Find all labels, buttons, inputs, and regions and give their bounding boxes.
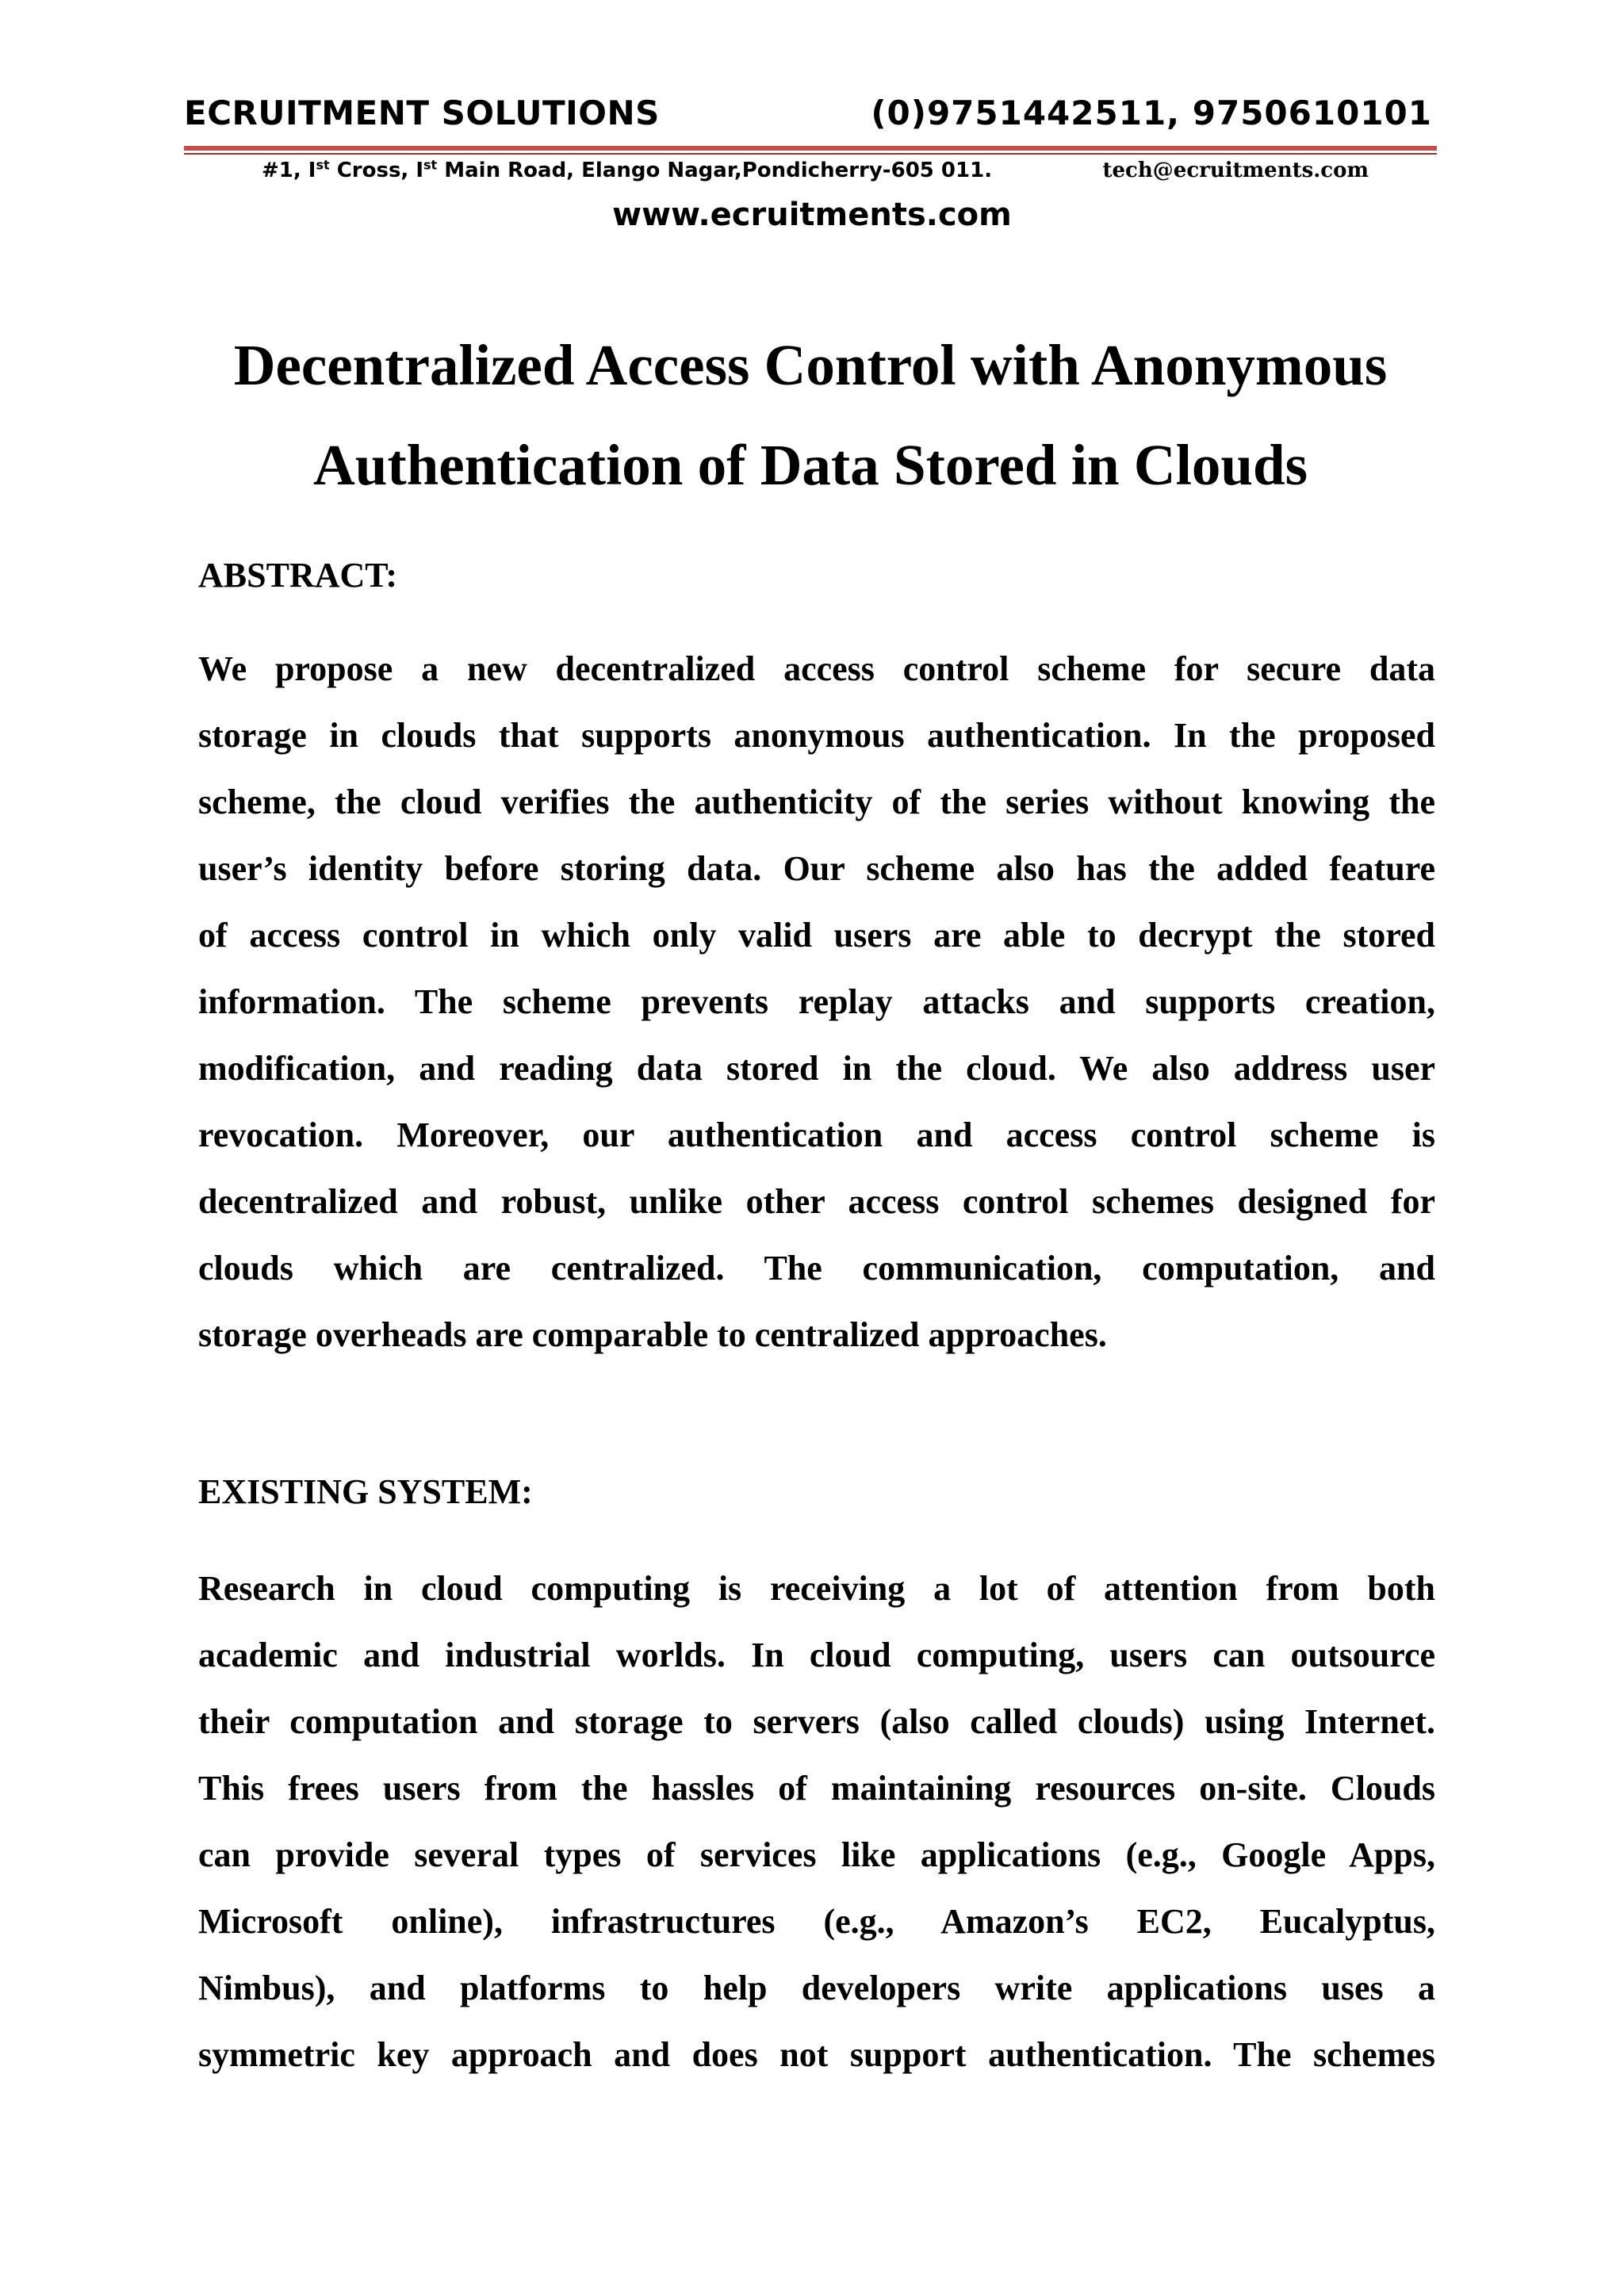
address-part: Main Road, Elango Nagar,Pondicherry-605 011.: [437, 159, 993, 182]
document-title: [184, 316, 1437, 515]
paragraph-line: revocation. Moreover, our authentication and access control scheme is: [198, 1115, 1435, 1154]
paragraph-line: This frees users from the hassles of maintaining resources on-site. Clouds: [198, 1769, 1435, 1808]
paragraph-line: decentralized and robust, unlike other access control schemes designed for: [198, 1182, 1435, 1221]
paragraph-line: storage in clouds that supports anonymous authentication. In the proposed: [198, 716, 1435, 755]
paragraph-line: scheme, the cloud verifies the authenticity of the series without knowing the: [198, 783, 1435, 821]
paragraph-line: can provide several types of services like applications (e.g., Google Apps,: [198, 1835, 1435, 1874]
paragraph-line: Research in cloud computing is receiving a lot of attention from both: [198, 1569, 1435, 1608]
paragraph-line: of access control in which only valid users are able to decrypt the stored: [198, 916, 1435, 955]
address-superscript: st: [423, 157, 438, 173]
existing-system-paragraph: [198, 1556, 1435, 2088]
paragraph-line: information. The scheme prevents replay attacks and supports creation,: [198, 982, 1435, 1021]
abstract-heading: ABSTRACT:: [198, 556, 398, 595]
header-rule: [184, 146, 1437, 151]
company-phone: (0)9751442511, 9750610101: [871, 94, 1432, 132]
paragraph-line: We propose a new decentralized access control scheme for secure data: [198, 649, 1435, 688]
paragraph-line: clouds which are centralized. The communication, computation, and: [198, 1249, 1435, 1288]
paragraph-line: Nimbus), and platforms to help developers write applications uses a: [198, 1969, 1435, 2007]
paragraph-line: their computation and storage to servers (also called clouds) using Internet.: [198, 1702, 1435, 1741]
address-superscript: st: [316, 157, 330, 173]
paragraph-line: Microsoft online), infrastructures (e.g., Amazon’s EC2, Eucalyptus,: [198, 1902, 1435, 1941]
paragraph-line: symmetric key approach and does not support authentication. The schemes: [198, 2035, 1435, 2074]
company-email: tech@ecruitments.com: [1102, 159, 1369, 182]
company-address: [262, 159, 992, 182]
paragraph-line: storage overheads are comparable to centralized approaches.: [198, 1315, 1107, 1354]
paragraph-line: user’s identity before storing data. Our scheme also has the added feature: [198, 849, 1435, 888]
title-line: Authentication of Data Stored in Clouds: [313, 433, 1308, 497]
address-part: Cross, I: [329, 159, 424, 182]
header-rule-thin: [184, 153, 1437, 155]
paragraph-line: modification, and reading data stored in the cloud. We also address user: [198, 1049, 1435, 1088]
title-line: Decentralized Access Control with Anonymous: [233, 333, 1388, 397]
company-name: ECRUITMENT SOLUTIONS: [184, 94, 660, 132]
paragraph-line: academic and industrial worlds. In cloud computing, users can outsource: [198, 1636, 1435, 1674]
company-website: www.ecruitments.com: [612, 197, 1012, 233]
address-part: #1, I: [262, 159, 316, 182]
existing-system-heading: EXISTING SYSTEM:: [198, 1472, 533, 1511]
abstract-paragraph: [198, 636, 1435, 1368]
